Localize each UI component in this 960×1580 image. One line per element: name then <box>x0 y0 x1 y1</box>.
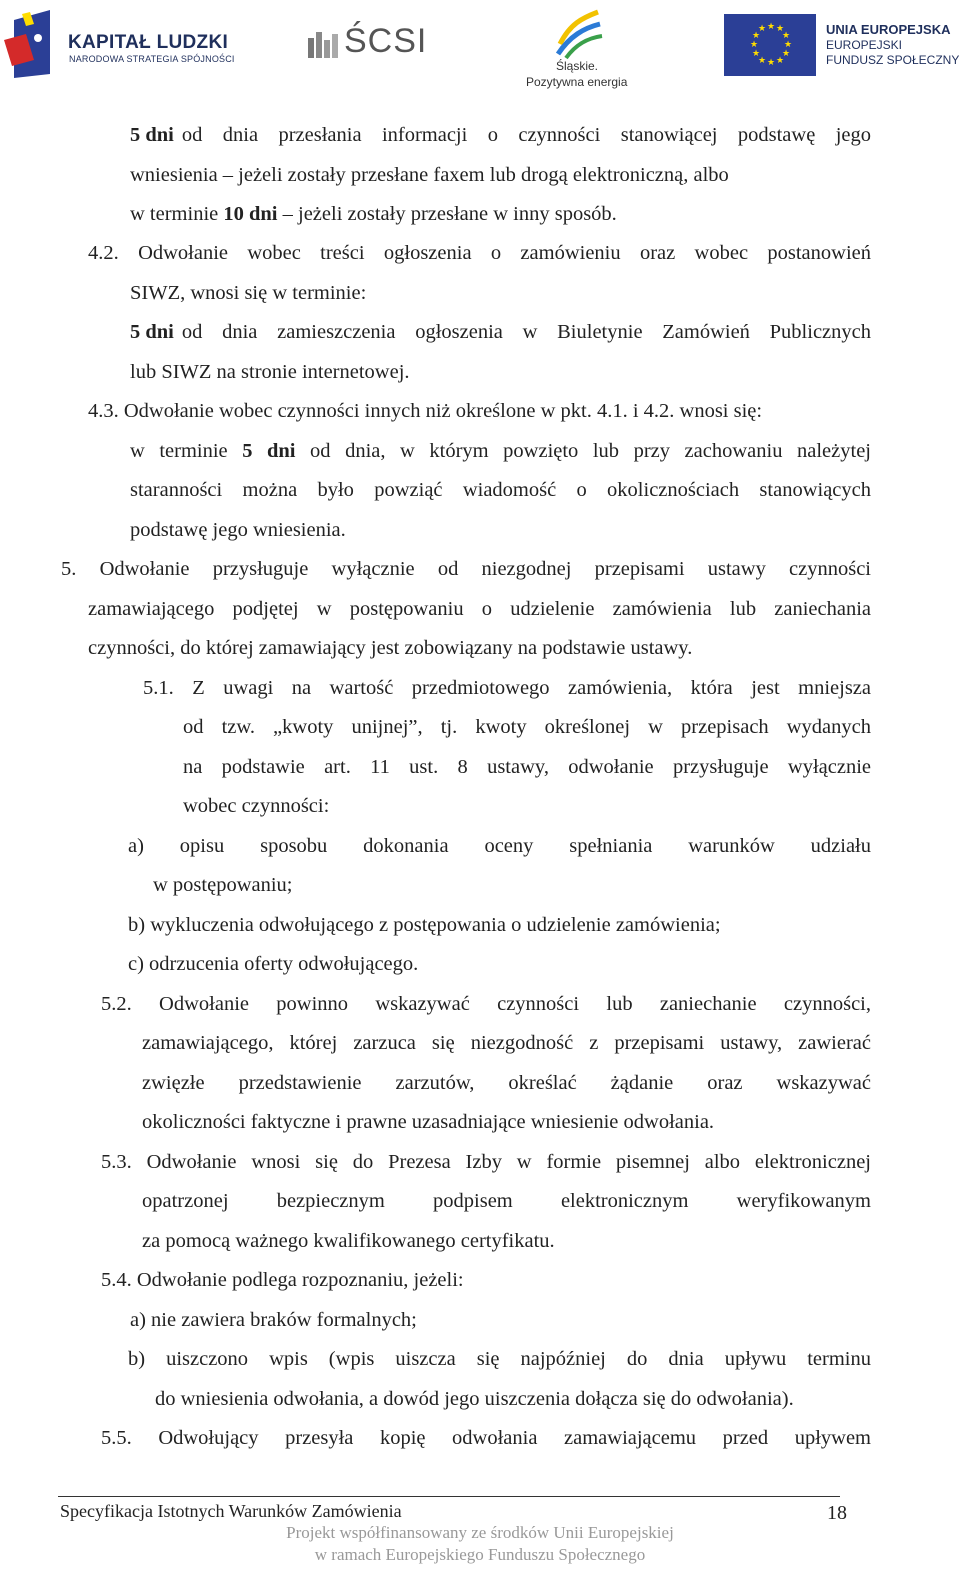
body-line: wniesienia – jeżeli zostały przesłane faxem lub drogą elektroniczną, albo <box>130 164 729 186</box>
text-run: od dnia przesłania informacji o czynności stanowiącej podstawę jego <box>181 124 871 146</box>
body-line: c) odrzucenia oferty odwołującego. <box>128 953 419 975</box>
eu-line-2: FUNDUSZ SPOŁECZNY <box>826 53 960 67</box>
svg-text:★: ★ <box>767 58 776 68</box>
text-run: od dnia, w którym powzięto lub przy zachowaniu należytej <box>295 440 871 462</box>
scsi-emblem <box>308 28 342 60</box>
body-line: czynności, do której zamawiający jest zobowiązany na podstawie ustawy. <box>88 637 693 659</box>
body-line: 5.1. Z uwagi na wartość przedmiotowego zamówienia, która jest mniejsza <box>143 677 871 699</box>
body-line: lub SIWZ na stronie internetowej. <box>130 361 410 383</box>
bold-term: 5 dni <box>130 321 174 343</box>
scsi-logo-text: ŚCSI <box>344 22 428 60</box>
cofinance-line-1: Projekt współfinansowany ze środków Unii Europejskiej <box>286 1523 674 1542</box>
eu-title: UNIA EUROPEJSKA <box>826 22 951 37</box>
eu-line-1: EUROPEJSKI <box>826 38 903 52</box>
body-line: SIWZ, wnosi się w terminie: <box>130 282 367 304</box>
svg-text:★: ★ <box>750 40 759 50</box>
body-line: wobec czynności: <box>183 795 330 817</box>
svg-text:★: ★ <box>776 24 785 34</box>
bold-term: 10 dni <box>223 203 278 225</box>
slaskie-emblem <box>552 4 604 60</box>
body-line: od tzw. „kwoty unijnej”, tj. kwoty określonej w przepisach wydanych <box>183 716 871 738</box>
body-line: 5.2. Odwołanie powinno wskazywać czynności lub zaniechanie czynności, <box>101 993 871 1015</box>
body-line: 5.5. Odwołujący przesyła kopię odwołania zamawiającemu przed upływem <box>101 1427 871 1449</box>
svg-text:★: ★ <box>752 31 761 41</box>
slaskie-tagline: Pozytywna energia <box>526 75 628 89</box>
body-line <box>130 123 871 147</box>
body-line: za pomocą ważnego kwalifikowanego certyfikatu. <box>142 1230 555 1252</box>
body-line: 4.2. Odwołanie wobec treści ogłoszenia o zamówieniu oraz wobec postanowień <box>88 242 871 264</box>
page-number: 18 <box>827 1502 847 1524</box>
body-line: zamawiającego, której zarzuca się niezgodność z przepisami ustawy, zawierać <box>142 1032 871 1054</box>
body-line: na podstawie art. 11 ust. 8 ustawy, odwołanie przysługuje wyłącznie <box>183 756 871 778</box>
body-line: 4.3. Odwołanie wobec czynności innych niż określone w pkt. 4.1. i 4.2. wnosi się: <box>88 400 763 422</box>
body-line: 5.4. Odwołanie podlega rozpoznaniu, jeżeli: <box>101 1269 464 1291</box>
svg-text:★: ★ <box>752 49 761 59</box>
body-line: zwięzłe przedstawienie zarzutów, określać żądanie oraz wskazywać <box>142 1072 871 1094</box>
kapital-ludzki-emblem <box>4 10 60 78</box>
eu-flag-icon <box>724 14 816 76</box>
body-line <box>130 202 617 226</box>
text-run: od dnia zamieszczenia ogłoszenia w Biuletynie Zamówień Publicznych <box>181 321 871 343</box>
body-line: zamawiającego podjętej w postępowaniu o udzielenie zamówienia lub zaniechania <box>88 598 871 620</box>
body-line <box>130 439 871 463</box>
body-line: staranności można było powziąć wiadomość o okolicznościach stanowiących <box>130 479 871 501</box>
svg-text:★: ★ <box>782 31 791 41</box>
svg-text:★: ★ <box>784 40 793 50</box>
body-line: do wniesienia odwołania, a dowód jego uiszczenia dołącza się do odwołania). <box>155 1388 794 1410</box>
svg-text:★: ★ <box>782 49 791 59</box>
body-line: 5.3. Odwołanie wnosi się do Prezesa Izby w formie pisemnej albo elektronicznej <box>101 1151 871 1173</box>
body-line: w postępowaniu; <box>153 874 293 896</box>
body-line: okoliczności faktyczne i prawne uzasadniające wniesienie odwołania. <box>142 1111 715 1133</box>
cofinance-line-2: w ramach Europejskiego Funduszu Społecznego <box>314 1545 646 1564</box>
slaskie-name: Śląskie. <box>556 59 599 73</box>
body-line: 5. Odwołanie przysługuje wyłącznie od niezgodnej przepisami ustawy czynności <box>61 558 871 580</box>
svg-text:★: ★ <box>776 56 785 66</box>
footer-title: Specyfikacja Istotnych Warunków Zamówienia <box>60 1501 402 1521</box>
bold-term: 5 dni <box>242 440 296 462</box>
footer-divider <box>58 1496 840 1497</box>
kapital-ludzki-title: KAPITAŁ LUDZKI <box>68 32 229 53</box>
body-line: b) uiszczono wpis (wpis uiszcza się najpóźniej do dnia upływu terminu <box>128 1348 871 1370</box>
body-line: opatrzonej bezpiecznym podpisem elektronicznym weryfikowanym <box>142 1190 871 1212</box>
text-run: w terminie <box>130 440 243 462</box>
body-line: a) opisu sposobu dokonania oceny spełniania warunków udziału <box>128 835 871 857</box>
text-run: – jeżeli zostały przesłane w inny sposób. <box>277 203 617 225</box>
body-line: b) wykluczenia odwołującego z postępowania o udzielenie zamówienia; <box>128 914 721 936</box>
body-line <box>130 320 871 344</box>
body-line: a) nie zawiera braków formalnych; <box>130 1309 417 1331</box>
bold-term: 5 dni <box>130 124 174 146</box>
text-run: w terminie <box>130 203 224 225</box>
svg-text:★: ★ <box>758 24 767 34</box>
svg-text:★: ★ <box>758 56 767 66</box>
body-line: podstawę jego wniesienia. <box>130 519 346 541</box>
svg-text:★: ★ <box>767 22 776 32</box>
kapital-ludzki-subtitle: NARODOWA STRATEGIA SPÓJNOŚCI <box>69 54 235 64</box>
